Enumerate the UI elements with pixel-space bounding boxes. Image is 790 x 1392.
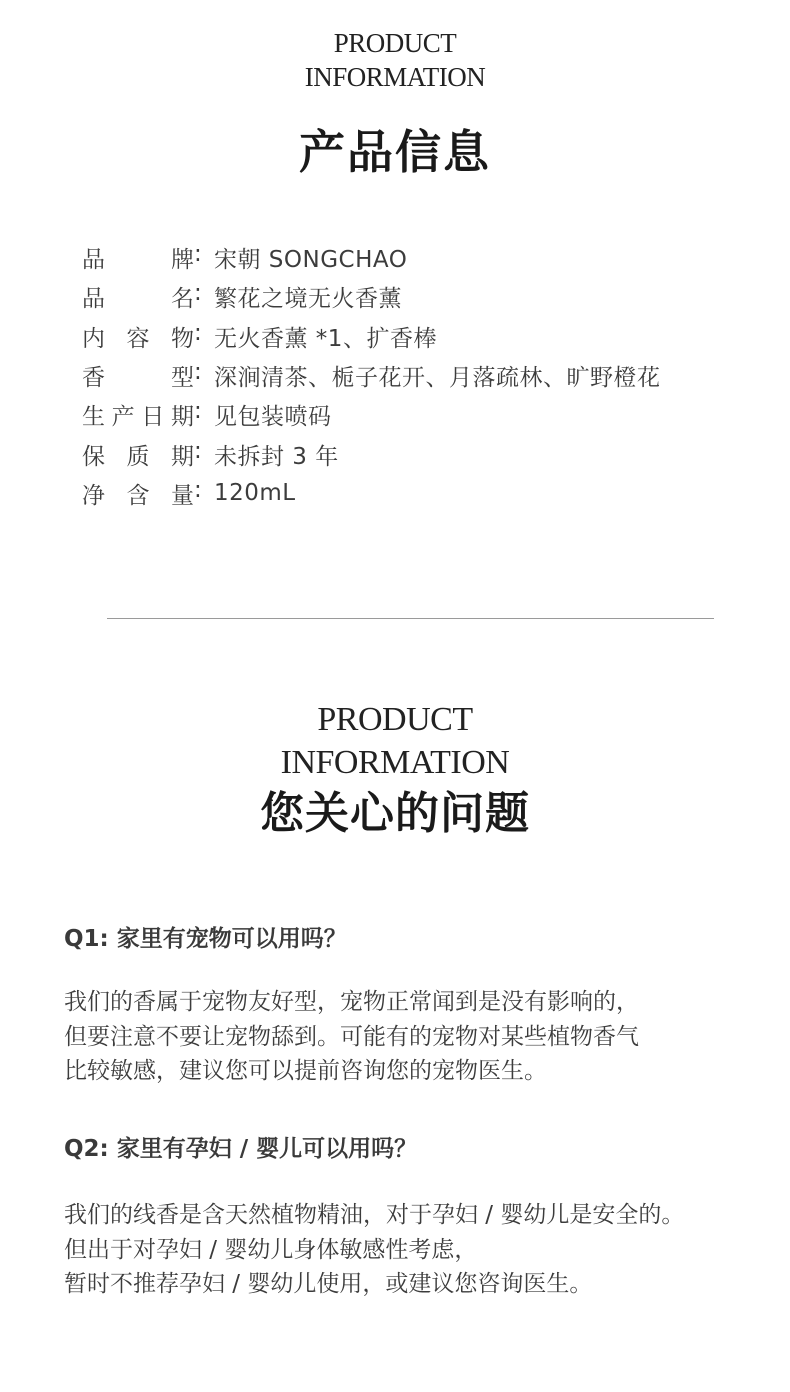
heading-en-line2: INFORMATION [304, 62, 486, 92]
faq-question-2: Q2: 家里有孕妇 / 婴儿可以用吗？ [64, 1136, 418, 1162]
heading-en-line1: PRODUCT [317, 701, 473, 738]
section-heading-en [0, 698, 790, 784]
info-value: 120mL [214, 480, 296, 507]
info-row-shelf-life [82, 434, 762, 473]
colon: : [194, 398, 202, 425]
section-divider [107, 618, 714, 619]
section-title-product-info: 产品信息 [299, 125, 491, 179]
info-value: 见包装喷码 [214, 404, 332, 431]
info-label: 内容物 [82, 325, 194, 352]
colon: : [194, 437, 202, 464]
faq-answer-line: 但出于对孕妇 / 婴幼儿身体敏感性考虑， [64, 1236, 478, 1263]
faq-answer-line: 但要注意不要让宠物舔到。可能有的宠物对某些植物香气 [64, 1023, 639, 1050]
section-heading-en [0, 26, 790, 94]
colon: : [194, 476, 202, 503]
info-value: 未拆封 3 年 [214, 443, 339, 470]
info-label: 生产日期 [82, 404, 194, 431]
info-row-production-date [82, 395, 762, 434]
info-label: 品 名 [82, 286, 194, 313]
heading-en-line2: INFORMATION [280, 744, 510, 781]
info-label: 品 牌 [82, 247, 194, 274]
info-label: 净含量 [82, 482, 194, 509]
colon: : [194, 280, 202, 307]
faq-answer-line: 暂时不推荐孕妇 / 婴幼儿使用，或建议您咨询医生。 [64, 1271, 593, 1297]
info-value: 繁花之境无火香薰 [214, 286, 402, 313]
faq-answer-line: 我们的线香是含天然植物精油，对于孕妇 / 婴幼儿是安全的。 [64, 1202, 685, 1228]
faq-question-1: Q1: 家里有宠物可以用吗？ [64, 926, 347, 952]
info-row-net-content [82, 474, 762, 513]
colon: : [194, 241, 202, 268]
colon: : [194, 359, 202, 386]
faq-answer-line: 我们的香属于宠物友好型，宠物正常闻到是没有影响的， [64, 989, 639, 1015]
heading-en-line1: PRODUCT [333, 28, 457, 58]
colon: : [194, 319, 202, 346]
info-value: 宋朝 SONGCHAO [214, 247, 408, 274]
info-label: 香 型 [82, 365, 194, 392]
faq-answer-1 [64, 985, 784, 1089]
faq-answer-line: 比较敏感，建议您可以提前咨询您的宠物医生。 [64, 1058, 547, 1084]
info-label: 保质期 [82, 443, 194, 470]
info-value: 深涧清茶、栀子花开、月落疏林、旷野橙花 [214, 365, 661, 392]
info-row-contents [82, 317, 762, 356]
info-row-brand [82, 238, 762, 277]
product-info-list [82, 238, 762, 513]
faq-answer-2 [64, 1198, 784, 1302]
info-row-name [82, 277, 762, 316]
section-title-faq: 您关心的问题 [260, 788, 530, 839]
info-value: 无火香薰 *1、扩香棒 [214, 325, 437, 352]
info-row-scent [82, 356, 762, 395]
